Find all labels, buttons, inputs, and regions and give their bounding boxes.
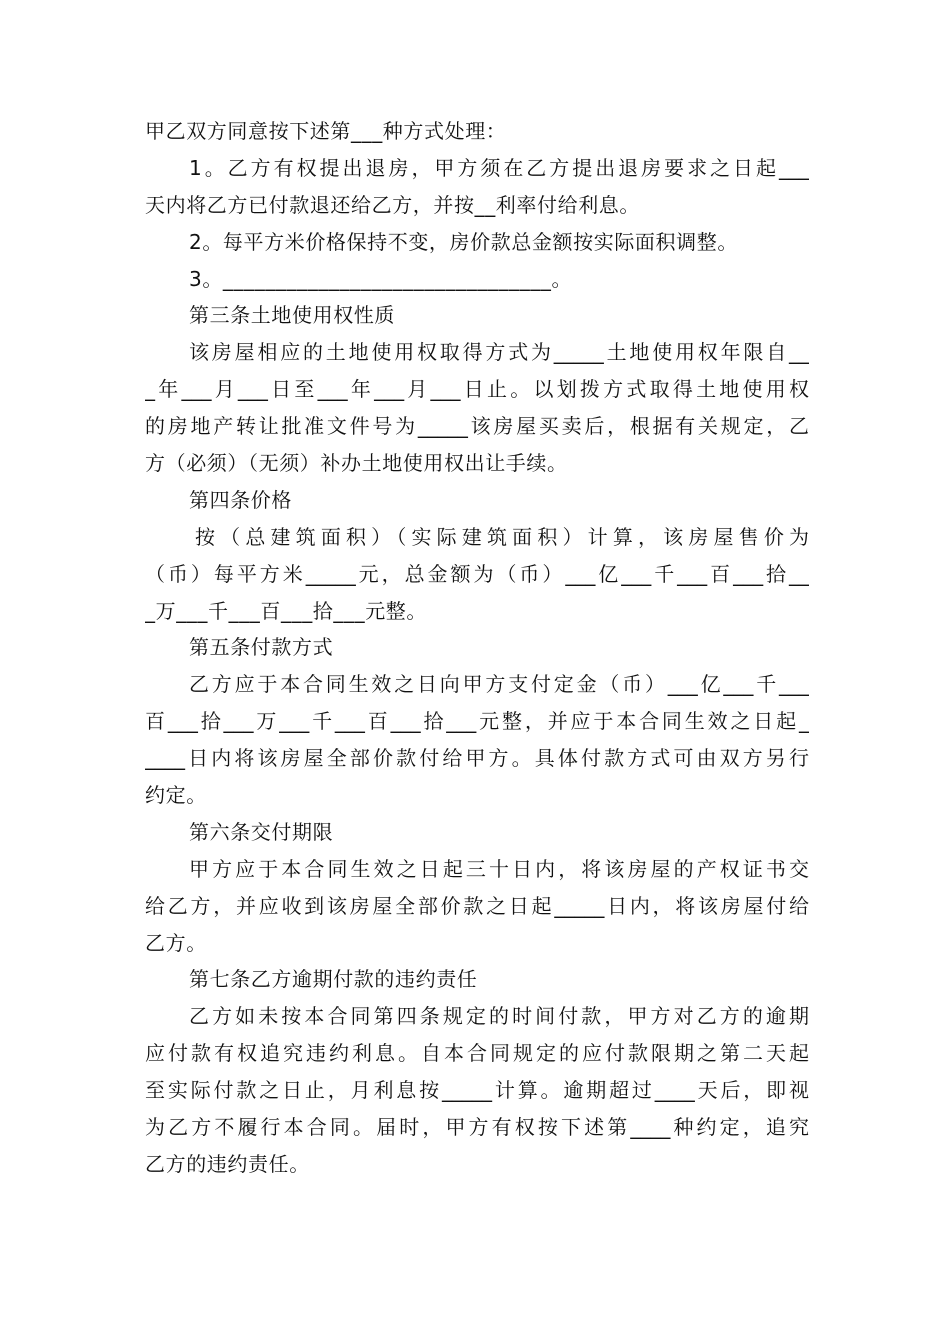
text-line: 按（总建筑面积）（实际建筑面积）计算，该房屋售价为 bbox=[195, 524, 809, 549]
section-heading: 第三条土地使用权性质 bbox=[189, 303, 395, 328]
text-line: （币）每平方米_____元，总金额为（币）___亿___千___百___拾__ bbox=[145, 561, 809, 586]
text-line: 1。乙方有权提出退房，甲方须在乙方提出退房要求之日起___ bbox=[189, 155, 809, 180]
text-line: 乙方应于本合同生效之日向甲方支付定金（币）___亿___千___ bbox=[189, 672, 809, 697]
text-line: 乙方的违约责任。 bbox=[145, 1151, 310, 1176]
text-line: 至实际付款之日止，月利息按_____计算。逾期超过____天后，即视 bbox=[145, 1078, 809, 1103]
text-line: 应付款有权追究违约利息。自本合同规定的应付款限期之第二天起 bbox=[145, 1041, 809, 1066]
text-line: 给乙方，并应收到该房屋全部价款之日起_____日内，将该房屋付给 bbox=[145, 893, 809, 918]
text-line: 甲方应于本合同生效之日起三十日内，将该房屋的产权证书交 bbox=[189, 856, 809, 881]
text-line: ____日内将该房屋全部价款付给甲方。具体付款方式可由双方另行 bbox=[145, 746, 809, 771]
section-heading: 第五条付款方式 bbox=[189, 635, 334, 660]
text-line: 该房屋相应的土地使用权取得方式为_____土地使用权年限自__ bbox=[189, 340, 809, 365]
text-line: 乙方如未按本合同第四条规定的时间付款，甲方对乙方的逾期 bbox=[189, 1004, 809, 1029]
text-line: _年___月___日至___年___月___日止。以划拨方式取得土地使用权 bbox=[145, 377, 809, 402]
document-page bbox=[145, 113, 809, 1183]
text-line: 3。_______________________________。 bbox=[189, 266, 573, 291]
text-line: 百___拾___万___千___百___拾___元整，并应于本合同生效之日起_ bbox=[145, 709, 809, 734]
text-line: 天内将乙方已付款退还给乙方，并按__利率付给利息。 bbox=[145, 192, 640, 217]
text-line: 约定。 bbox=[145, 783, 207, 808]
text-line: 方（必须）（无须）补办土地使用权出让手续。 bbox=[145, 451, 568, 476]
text-line: _万___千___百___拾___元整。 bbox=[145, 598, 427, 623]
text-line: 甲乙双方同意按下述第___种方式处理： bbox=[145, 119, 507, 143]
text-line: 的房地产转让批准文件号为_____该房屋买卖后，根据有关规定，乙 bbox=[145, 414, 809, 439]
section-heading: 第六条交付期限 bbox=[189, 819, 334, 844]
section-heading: 第四条价格 bbox=[189, 487, 292, 512]
text-line: 乙方。 bbox=[145, 930, 207, 955]
text-line: 2。每平方米价格保持不变，房价款总金额按实际面积调整。 bbox=[189, 229, 738, 254]
section-heading: 第七条乙方逾期付款的违约责任 bbox=[189, 967, 478, 992]
text-line: 为乙方不履行本合同。届时，甲方有权按下述第____种约定，追究 bbox=[145, 1115, 809, 1140]
